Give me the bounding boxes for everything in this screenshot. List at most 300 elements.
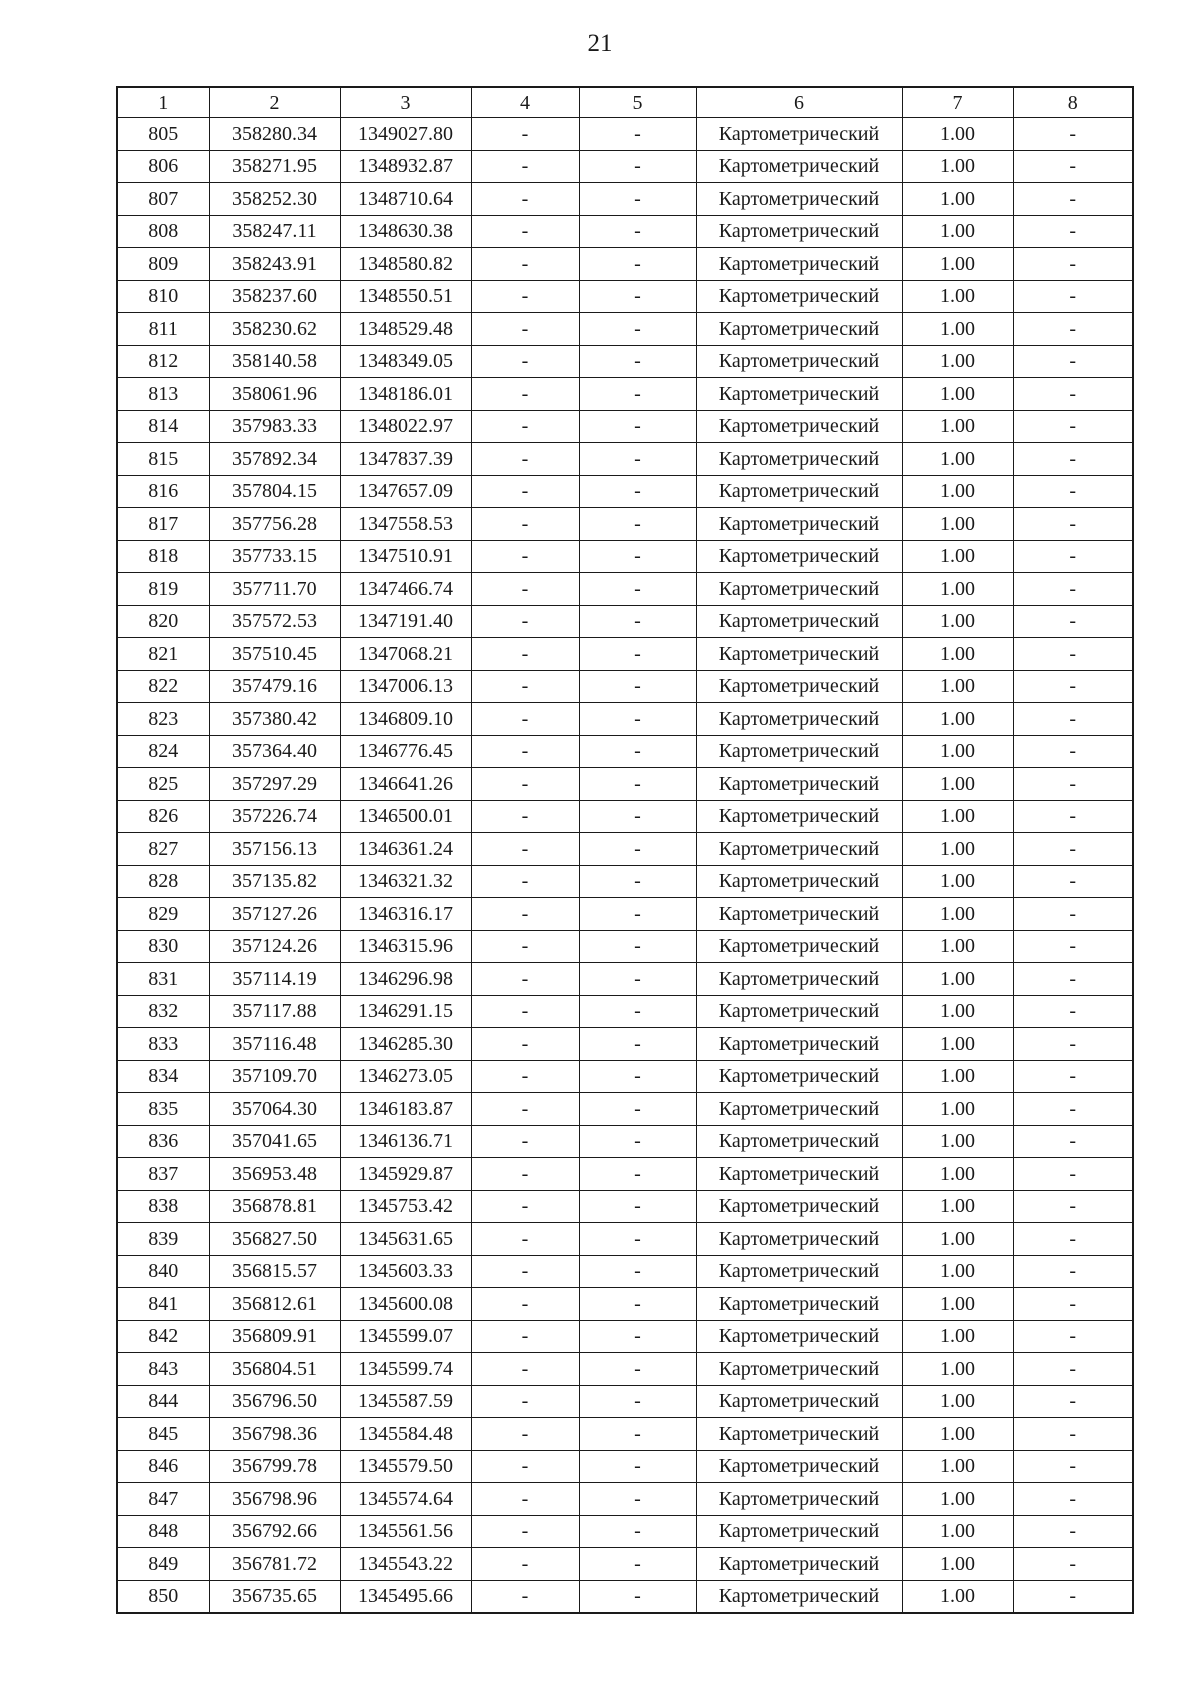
column-5-cell: -	[579, 638, 696, 671]
table-row	[117, 670, 1133, 703]
accuracy-cell: 1.00	[902, 1223, 1013, 1256]
x-coordinate-cell: 356812.61	[209, 1288, 340, 1321]
point-number-cell: 831	[117, 963, 209, 996]
column-5-cell: -	[579, 1548, 696, 1581]
column-4-cell: -	[471, 898, 579, 931]
accuracy-cell: 1.00	[902, 1353, 1013, 1386]
point-number-cell: 821	[117, 638, 209, 671]
column-4-cell: -	[471, 995, 579, 1028]
method-cell: Картометрический	[696, 118, 902, 151]
column-8-cell: -	[1013, 1483, 1133, 1516]
accuracy-cell: 1.00	[902, 1288, 1013, 1321]
point-number-cell: 837	[117, 1158, 209, 1191]
y-coordinate-cell: 1347558.53	[340, 508, 471, 541]
column-8-cell: -	[1013, 1385, 1133, 1418]
column-4-cell: -	[471, 1580, 579, 1613]
x-coordinate-cell: 356781.72	[209, 1548, 340, 1581]
y-coordinate-cell: 1347191.40	[340, 605, 471, 638]
y-coordinate-cell: 1348630.38	[340, 215, 471, 248]
accuracy-cell: 1.00	[902, 995, 1013, 1028]
method-cell: Картометрический	[696, 605, 902, 638]
column-header: 2	[209, 87, 340, 118]
column-5-cell: -	[579, 1580, 696, 1613]
accuracy-cell: 1.00	[902, 1093, 1013, 1126]
column-5-cell: -	[579, 1450, 696, 1483]
column-5-cell: -	[579, 605, 696, 638]
x-coordinate-cell: 357156.13	[209, 833, 340, 866]
column-8-cell: -	[1013, 963, 1133, 996]
x-coordinate-cell: 357041.65	[209, 1125, 340, 1158]
point-number-cell: 806	[117, 150, 209, 183]
point-number-cell: 805	[117, 118, 209, 151]
point-number-cell: 810	[117, 280, 209, 313]
x-coordinate-cell: 357064.30	[209, 1093, 340, 1126]
column-5-cell: -	[579, 378, 696, 411]
column-5-cell: -	[579, 150, 696, 183]
x-coordinate-cell: 356953.48	[209, 1158, 340, 1191]
accuracy-cell: 1.00	[902, 248, 1013, 281]
column-4-cell: -	[471, 670, 579, 703]
accuracy-cell: 1.00	[902, 150, 1013, 183]
point-number-cell: 834	[117, 1060, 209, 1093]
column-8-cell: -	[1013, 183, 1133, 216]
table-row	[117, 995, 1133, 1028]
point-number-cell: 808	[117, 215, 209, 248]
column-5-cell: -	[579, 1320, 696, 1353]
column-4-cell: -	[471, 1548, 579, 1581]
table-row	[117, 1158, 1133, 1191]
method-cell: Картометрический	[696, 1450, 902, 1483]
y-coordinate-cell: 1346641.26	[340, 768, 471, 801]
y-coordinate-cell: 1347466.74	[340, 573, 471, 606]
x-coordinate-cell: 356815.57	[209, 1255, 340, 1288]
y-coordinate-cell: 1346361.24	[340, 833, 471, 866]
column-5-cell: -	[579, 1190, 696, 1223]
method-cell: Картометрический	[696, 378, 902, 411]
column-4-cell: -	[471, 280, 579, 313]
column-4-cell: -	[471, 1450, 579, 1483]
table-row	[117, 410, 1133, 443]
column-8-cell: -	[1013, 345, 1133, 378]
y-coordinate-cell: 1349027.80	[340, 118, 471, 151]
column-5-cell: -	[579, 443, 696, 476]
method-cell: Картометрический	[696, 540, 902, 573]
y-coordinate-cell: 1345495.66	[340, 1580, 471, 1613]
point-number-cell: 844	[117, 1385, 209, 1418]
column-8-cell: -	[1013, 475, 1133, 508]
method-cell: Картометрический	[696, 1288, 902, 1321]
column-8-cell: -	[1013, 865, 1133, 898]
method-cell: Картометрический	[696, 930, 902, 963]
column-4-cell: -	[471, 1353, 579, 1386]
y-coordinate-cell: 1348022.97	[340, 410, 471, 443]
y-coordinate-cell: 1348580.82	[340, 248, 471, 281]
method-cell: Картометрический	[696, 1158, 902, 1191]
column-5-cell: -	[579, 1028, 696, 1061]
y-coordinate-cell: 1345599.07	[340, 1320, 471, 1353]
point-number-cell: 841	[117, 1288, 209, 1321]
column-8-cell: -	[1013, 443, 1133, 476]
x-coordinate-cell: 357711.70	[209, 573, 340, 606]
column-8-cell: -	[1013, 248, 1133, 281]
column-4-cell: -	[471, 1093, 579, 1126]
method-cell: Картометрический	[696, 1353, 902, 1386]
point-number-cell: 838	[117, 1190, 209, 1223]
point-number-cell: 815	[117, 443, 209, 476]
table-row	[117, 150, 1133, 183]
y-coordinate-cell: 1346136.71	[340, 1125, 471, 1158]
table-row	[117, 1255, 1133, 1288]
method-cell: Картометрический	[696, 345, 902, 378]
column-header: 8	[1013, 87, 1133, 118]
point-number-cell: 811	[117, 313, 209, 346]
method-cell: Картометрический	[696, 1418, 902, 1451]
point-number-cell: 822	[117, 670, 209, 703]
point-number-cell: 850	[117, 1580, 209, 1613]
column-5-cell: -	[579, 1515, 696, 1548]
point-number-cell: 845	[117, 1418, 209, 1451]
table-row	[117, 1450, 1133, 1483]
accuracy-cell: 1.00	[902, 605, 1013, 638]
table-row	[117, 475, 1133, 508]
column-5-cell: -	[579, 248, 696, 281]
table-row	[117, 930, 1133, 963]
column-4-cell: -	[471, 963, 579, 996]
column-4-cell: -	[471, 703, 579, 736]
y-coordinate-cell: 1348349.05	[340, 345, 471, 378]
accuracy-cell: 1.00	[902, 1450, 1013, 1483]
column-4-cell: -	[471, 540, 579, 573]
y-coordinate-cell: 1345574.64	[340, 1483, 471, 1516]
column-5-cell: -	[579, 1223, 696, 1256]
column-4-cell: -	[471, 573, 579, 606]
x-coordinate-cell: 357364.40	[209, 735, 340, 768]
method-cell: Картометрический	[696, 963, 902, 996]
y-coordinate-cell: 1345599.74	[340, 1353, 471, 1386]
point-number-cell: 828	[117, 865, 209, 898]
accuracy-cell: 1.00	[902, 1580, 1013, 1613]
table-row	[117, 898, 1133, 931]
column-4-cell: -	[471, 150, 579, 183]
column-4-cell: -	[471, 508, 579, 541]
method-cell: Картометрический	[696, 1320, 902, 1353]
method-cell: Картометрический	[696, 1255, 902, 1288]
accuracy-cell: 1.00	[902, 1125, 1013, 1158]
column-4-cell: -	[471, 248, 579, 281]
method-cell: Картометрический	[696, 573, 902, 606]
point-number-cell: 846	[117, 1450, 209, 1483]
page-number: 21	[587, 30, 613, 57]
method-cell: Картометрический	[696, 1125, 902, 1158]
column-4-cell: -	[471, 768, 579, 801]
y-coordinate-cell: 1345753.42	[340, 1190, 471, 1223]
method-cell: Картометрический	[696, 1190, 902, 1223]
column-4-cell: -	[471, 1515, 579, 1548]
column-8-cell: -	[1013, 703, 1133, 736]
y-coordinate-cell: 1345579.50	[340, 1450, 471, 1483]
method-cell: Картометрический	[696, 1580, 902, 1613]
point-number-cell: 848	[117, 1515, 209, 1548]
column-8-cell: -	[1013, 1190, 1133, 1223]
y-coordinate-cell: 1347510.91	[340, 540, 471, 573]
y-coordinate-cell: 1345543.22	[340, 1548, 471, 1581]
point-number-cell: 829	[117, 898, 209, 931]
x-coordinate-cell: 357733.15	[209, 540, 340, 573]
column-8-cell: -	[1013, 1548, 1133, 1581]
x-coordinate-cell: 357109.70	[209, 1060, 340, 1093]
x-coordinate-cell: 357127.26	[209, 898, 340, 931]
point-number-cell: 807	[117, 183, 209, 216]
column-8-cell: -	[1013, 573, 1133, 606]
column-5-cell: -	[579, 508, 696, 541]
column-5-cell: -	[579, 118, 696, 151]
table-row	[117, 1580, 1133, 1613]
point-number-cell: 832	[117, 995, 209, 1028]
x-coordinate-cell: 356809.91	[209, 1320, 340, 1353]
x-coordinate-cell: 356799.78	[209, 1450, 340, 1483]
column-8-cell: -	[1013, 313, 1133, 346]
accuracy-cell: 1.00	[902, 118, 1013, 151]
table-row	[117, 1418, 1133, 1451]
column-8-cell: -	[1013, 670, 1133, 703]
accuracy-cell: 1.00	[902, 443, 1013, 476]
accuracy-cell: 1.00	[902, 768, 1013, 801]
method-cell: Картометрический	[696, 475, 902, 508]
accuracy-cell: 1.00	[902, 800, 1013, 833]
table-row	[117, 1190, 1133, 1223]
column-5-cell: -	[579, 670, 696, 703]
table-row	[117, 703, 1133, 736]
column-8-cell: -	[1013, 540, 1133, 573]
column-5-cell: -	[579, 1385, 696, 1418]
y-coordinate-cell: 1346296.98	[340, 963, 471, 996]
y-coordinate-cell: 1348550.51	[340, 280, 471, 313]
table-row	[117, 1483, 1133, 1516]
column-8-cell: -	[1013, 1288, 1133, 1321]
point-number-cell: 809	[117, 248, 209, 281]
point-number-cell: 839	[117, 1223, 209, 1256]
accuracy-cell: 1.00	[902, 410, 1013, 443]
table-row	[117, 833, 1133, 866]
x-coordinate-cell: 357804.15	[209, 475, 340, 508]
column-4-cell: -	[471, 1385, 579, 1418]
column-4-cell: -	[471, 1255, 579, 1288]
accuracy-cell: 1.00	[902, 378, 1013, 411]
x-coordinate-cell: 357380.42	[209, 703, 340, 736]
point-number-cell: 840	[117, 1255, 209, 1288]
column-4-cell: -	[471, 183, 579, 216]
column-8-cell: -	[1013, 215, 1133, 248]
point-number-cell: 843	[117, 1353, 209, 1386]
table-row	[117, 1548, 1133, 1581]
column-8-cell: -	[1013, 1028, 1133, 1061]
point-number-cell: 826	[117, 800, 209, 833]
column-5-cell: -	[579, 930, 696, 963]
table-row	[117, 605, 1133, 638]
y-coordinate-cell: 1348529.48	[340, 313, 471, 346]
column-header: 3	[340, 87, 471, 118]
point-number-cell: 824	[117, 735, 209, 768]
column-8-cell: -	[1013, 1320, 1133, 1353]
accuracy-cell: 1.00	[902, 1060, 1013, 1093]
column-8-cell: -	[1013, 768, 1133, 801]
column-4-cell: -	[471, 638, 579, 671]
point-number-cell: 835	[117, 1093, 209, 1126]
table-row	[117, 800, 1133, 833]
column-4-cell: -	[471, 1190, 579, 1223]
point-number-cell: 817	[117, 508, 209, 541]
table-row	[117, 183, 1133, 216]
column-5-cell: -	[579, 410, 696, 443]
column-5-cell: -	[579, 995, 696, 1028]
column-4-cell: -	[471, 800, 579, 833]
table-row	[117, 280, 1133, 313]
table-row	[117, 1223, 1133, 1256]
method-cell: Картометрический	[696, 280, 902, 313]
x-coordinate-cell: 357510.45	[209, 638, 340, 671]
x-coordinate-cell: 358252.30	[209, 183, 340, 216]
column-5-cell: -	[579, 963, 696, 996]
table-row	[117, 1028, 1133, 1061]
accuracy-cell: 1.00	[902, 183, 1013, 216]
method-cell: Картометрический	[696, 1028, 902, 1061]
accuracy-cell: 1.00	[902, 280, 1013, 313]
column-8-cell: -	[1013, 1093, 1133, 1126]
x-coordinate-cell: 357135.82	[209, 865, 340, 898]
y-coordinate-cell: 1346285.30	[340, 1028, 471, 1061]
method-cell: Картометрический	[696, 865, 902, 898]
accuracy-cell: 1.00	[902, 735, 1013, 768]
table-row	[117, 735, 1133, 768]
accuracy-cell: 1.00	[902, 865, 1013, 898]
y-coordinate-cell: 1347006.13	[340, 670, 471, 703]
column-5-cell: -	[579, 898, 696, 931]
column-8-cell: -	[1013, 995, 1133, 1028]
y-coordinate-cell: 1348186.01	[340, 378, 471, 411]
column-4-cell: -	[471, 1158, 579, 1191]
point-number-cell: 847	[117, 1483, 209, 1516]
point-number-cell: 818	[117, 540, 209, 573]
method-cell: Картометрический	[696, 703, 902, 736]
x-coordinate-cell: 357124.26	[209, 930, 340, 963]
accuracy-cell: 1.00	[902, 670, 1013, 703]
column-4-cell: -	[471, 118, 579, 151]
column-4-cell: -	[471, 1060, 579, 1093]
x-coordinate-cell: 356827.50	[209, 1223, 340, 1256]
x-coordinate-cell: 357572.53	[209, 605, 340, 638]
method-cell: Картометрический	[696, 1483, 902, 1516]
method-cell: Картометрический	[696, 1548, 902, 1581]
accuracy-cell: 1.00	[902, 1255, 1013, 1288]
method-cell: Картометрический	[696, 248, 902, 281]
method-cell: Картометрический	[696, 898, 902, 931]
column-8-cell: -	[1013, 735, 1133, 768]
point-number-cell: 849	[117, 1548, 209, 1581]
column-5-cell: -	[579, 573, 696, 606]
column-4-cell: -	[471, 1125, 579, 1158]
column-5-cell: -	[579, 345, 696, 378]
table-row	[117, 573, 1133, 606]
accuracy-cell: 1.00	[902, 1548, 1013, 1581]
column-5-cell: -	[579, 215, 696, 248]
column-8-cell: -	[1013, 800, 1133, 833]
x-coordinate-cell: 357892.34	[209, 443, 340, 476]
column-8-cell: -	[1013, 930, 1133, 963]
table-row	[117, 248, 1133, 281]
column-4-cell: -	[471, 1028, 579, 1061]
accuracy-cell: 1.00	[902, 215, 1013, 248]
table-row	[117, 1385, 1133, 1418]
column-5-cell: -	[579, 1418, 696, 1451]
column-8-cell: -	[1013, 280, 1133, 313]
column-8-cell: -	[1013, 508, 1133, 541]
column-8-cell: -	[1013, 1580, 1133, 1613]
point-number-cell: 825	[117, 768, 209, 801]
x-coordinate-cell: 356798.96	[209, 1483, 340, 1516]
accuracy-cell: 1.00	[902, 1418, 1013, 1451]
column-4-cell: -	[471, 1223, 579, 1256]
x-coordinate-cell: 356792.66	[209, 1515, 340, 1548]
column-4-cell: -	[471, 833, 579, 866]
column-header: 6	[696, 87, 902, 118]
x-coordinate-cell: 357114.19	[209, 963, 340, 996]
x-coordinate-cell: 356796.50	[209, 1385, 340, 1418]
method-cell: Картометрический	[696, 768, 902, 801]
method-cell: Картометрический	[696, 1060, 902, 1093]
table-row	[117, 1515, 1133, 1548]
x-coordinate-cell: 356735.65	[209, 1580, 340, 1613]
y-coordinate-cell: 1346500.01	[340, 800, 471, 833]
y-coordinate-cell: 1345587.59	[340, 1385, 471, 1418]
accuracy-cell: 1.00	[902, 313, 1013, 346]
point-number-cell: 813	[117, 378, 209, 411]
table-row	[117, 1060, 1133, 1093]
column-5-cell: -	[579, 540, 696, 573]
method-cell: Картометрический	[696, 735, 902, 768]
y-coordinate-cell: 1345929.87	[340, 1158, 471, 1191]
x-coordinate-cell: 358061.96	[209, 378, 340, 411]
column-5-cell: -	[579, 800, 696, 833]
column-4-cell: -	[471, 313, 579, 346]
method-cell: Картометрический	[696, 1385, 902, 1418]
column-4-cell: -	[471, 475, 579, 508]
point-number-cell: 833	[117, 1028, 209, 1061]
column-4-cell: -	[471, 1288, 579, 1321]
column-4-cell: -	[471, 735, 579, 768]
accuracy-cell: 1.00	[902, 638, 1013, 671]
column-8-cell: -	[1013, 1223, 1133, 1256]
method-cell: Картометрический	[696, 1515, 902, 1548]
table-row	[117, 963, 1133, 996]
method-cell: Картометрический	[696, 1223, 902, 1256]
accuracy-cell: 1.00	[902, 508, 1013, 541]
column-8-cell: -	[1013, 833, 1133, 866]
accuracy-cell: 1.00	[902, 540, 1013, 573]
y-coordinate-cell: 1346273.05	[340, 1060, 471, 1093]
column-8-cell: -	[1013, 1353, 1133, 1386]
table-row	[117, 1288, 1133, 1321]
y-coordinate-cell: 1348710.64	[340, 183, 471, 216]
method-cell: Картометрический	[696, 638, 902, 671]
x-coordinate-cell: 357226.74	[209, 800, 340, 833]
column-8-cell: -	[1013, 150, 1133, 183]
x-coordinate-cell: 358280.34	[209, 118, 340, 151]
accuracy-cell: 1.00	[902, 833, 1013, 866]
y-coordinate-cell: 1345561.56	[340, 1515, 471, 1548]
column-4-cell: -	[471, 1418, 579, 1451]
table-row	[117, 540, 1133, 573]
accuracy-cell: 1.00	[902, 1158, 1013, 1191]
